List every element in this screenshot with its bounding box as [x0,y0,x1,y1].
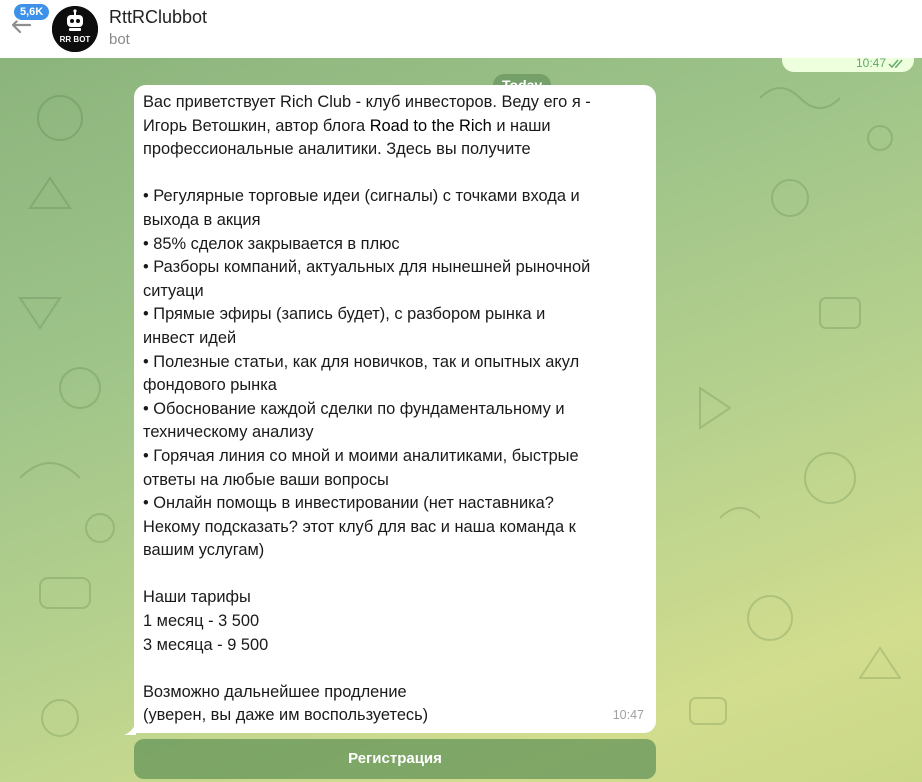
message-text-segment: вашим услугам) [143,541,265,560]
bubble-tail [124,723,136,735]
message-line [143,516,646,540]
message-text-segment: Некому подсказать? этот клуб для вас и наша команда к [143,517,576,536]
message-line [143,138,646,162]
message-line [143,256,646,280]
message-line [143,303,646,327]
message-text-segment: и наши [491,116,551,135]
message-line [143,351,646,375]
read-checkmarks-icon [888,59,906,69]
message-line [143,681,646,705]
message-line [143,233,646,257]
message-text-segment: выхода в акция [143,210,261,229]
message-text-segment: (уверен, вы даже им воспользуетесь) [143,706,429,725]
message-line [143,492,646,516]
message-line [143,115,646,139]
avatar-label: RR BOT [59,35,91,44]
message-bubble[interactable] [134,85,656,733]
message-line [143,421,646,445]
message-text-segment: 3 месяца - 9 500 [143,635,269,654]
message-text-segment: инвест идей [143,328,237,347]
message-text-segment: • Разборы компаний, актуальных для нынешней рыночной [143,258,591,277]
robot-logo-icon [52,6,98,52]
blog-name: Road to the Rich [369,116,492,135]
chat-subtitle: bot [109,31,130,48]
message-text-segment: техническому анализу [143,423,314,442]
message-text-segment: • Горячая линия со мной и моими аналитиками, быстрые [143,446,579,465]
message-line [143,610,646,634]
message-text-segment: Возможно дальнейшее продление [143,682,407,701]
previous-message-bubble[interactable] [782,58,914,72]
message-text-segment: профессиональные аналитики. Здесь вы получите [143,140,531,159]
message-text-segment: ответы на любые ваши вопросы [143,470,389,489]
message-text-segment: • Онлайн помощь в инвестировании (нет наставника? [143,494,554,513]
chat-header [0,0,922,58]
message-text-segment: 1 месяц - 3 500 [143,612,260,631]
message-line [143,657,646,681]
message-line [143,185,646,209]
message-text-segment: Игорь Ветошкин, автор блога [143,116,370,135]
message-text-segment: • Регулярные торговые идеи (сигналы) с точками входа и [143,187,580,206]
message-text [143,91,646,728]
chat-title[interactable]: RttRClubbot [109,7,208,27]
message-line [143,704,646,728]
message-line [143,327,646,351]
message-line [143,445,646,469]
message-text-segment: • 85% сделок закрывается в плюс [143,234,400,253]
chat-area[interactable] [0,58,922,782]
message-text-segment: Наши тарифы [143,588,251,607]
message-line [143,469,646,493]
message-text-segment: • Полезные статьи, как для новичков, так и опытных акул [143,352,580,371]
message-line [143,586,646,610]
message-line [143,563,646,587]
previous-message-time: 10:47 [855,58,886,70]
message-line [143,91,646,115]
message-line [143,209,646,233]
message-text-segment: • Обоснование каждой сделки по фундаментальному и [143,399,565,418]
message-time: 10:47 [612,708,644,723]
avatar[interactable] [52,6,98,52]
message-line [143,398,646,422]
message-text-segment: Вас приветствует Rich Club - клуб инвесторов. Веду его я - [143,93,591,111]
message-text-segment: • Прямые эфиры (запись будет), с разбором рынка и [143,305,546,324]
unread-count-badge: 5,6K [12,2,51,22]
message-line [143,162,646,186]
registration-button[interactable]: Регистрация [134,739,656,779]
message-line [143,280,646,304]
message-text-segment: ситуаци [143,281,204,300]
message-line [143,374,646,398]
message-line [143,539,646,563]
message-line [143,634,646,658]
message-text-segment: фондового рынка [143,376,277,395]
